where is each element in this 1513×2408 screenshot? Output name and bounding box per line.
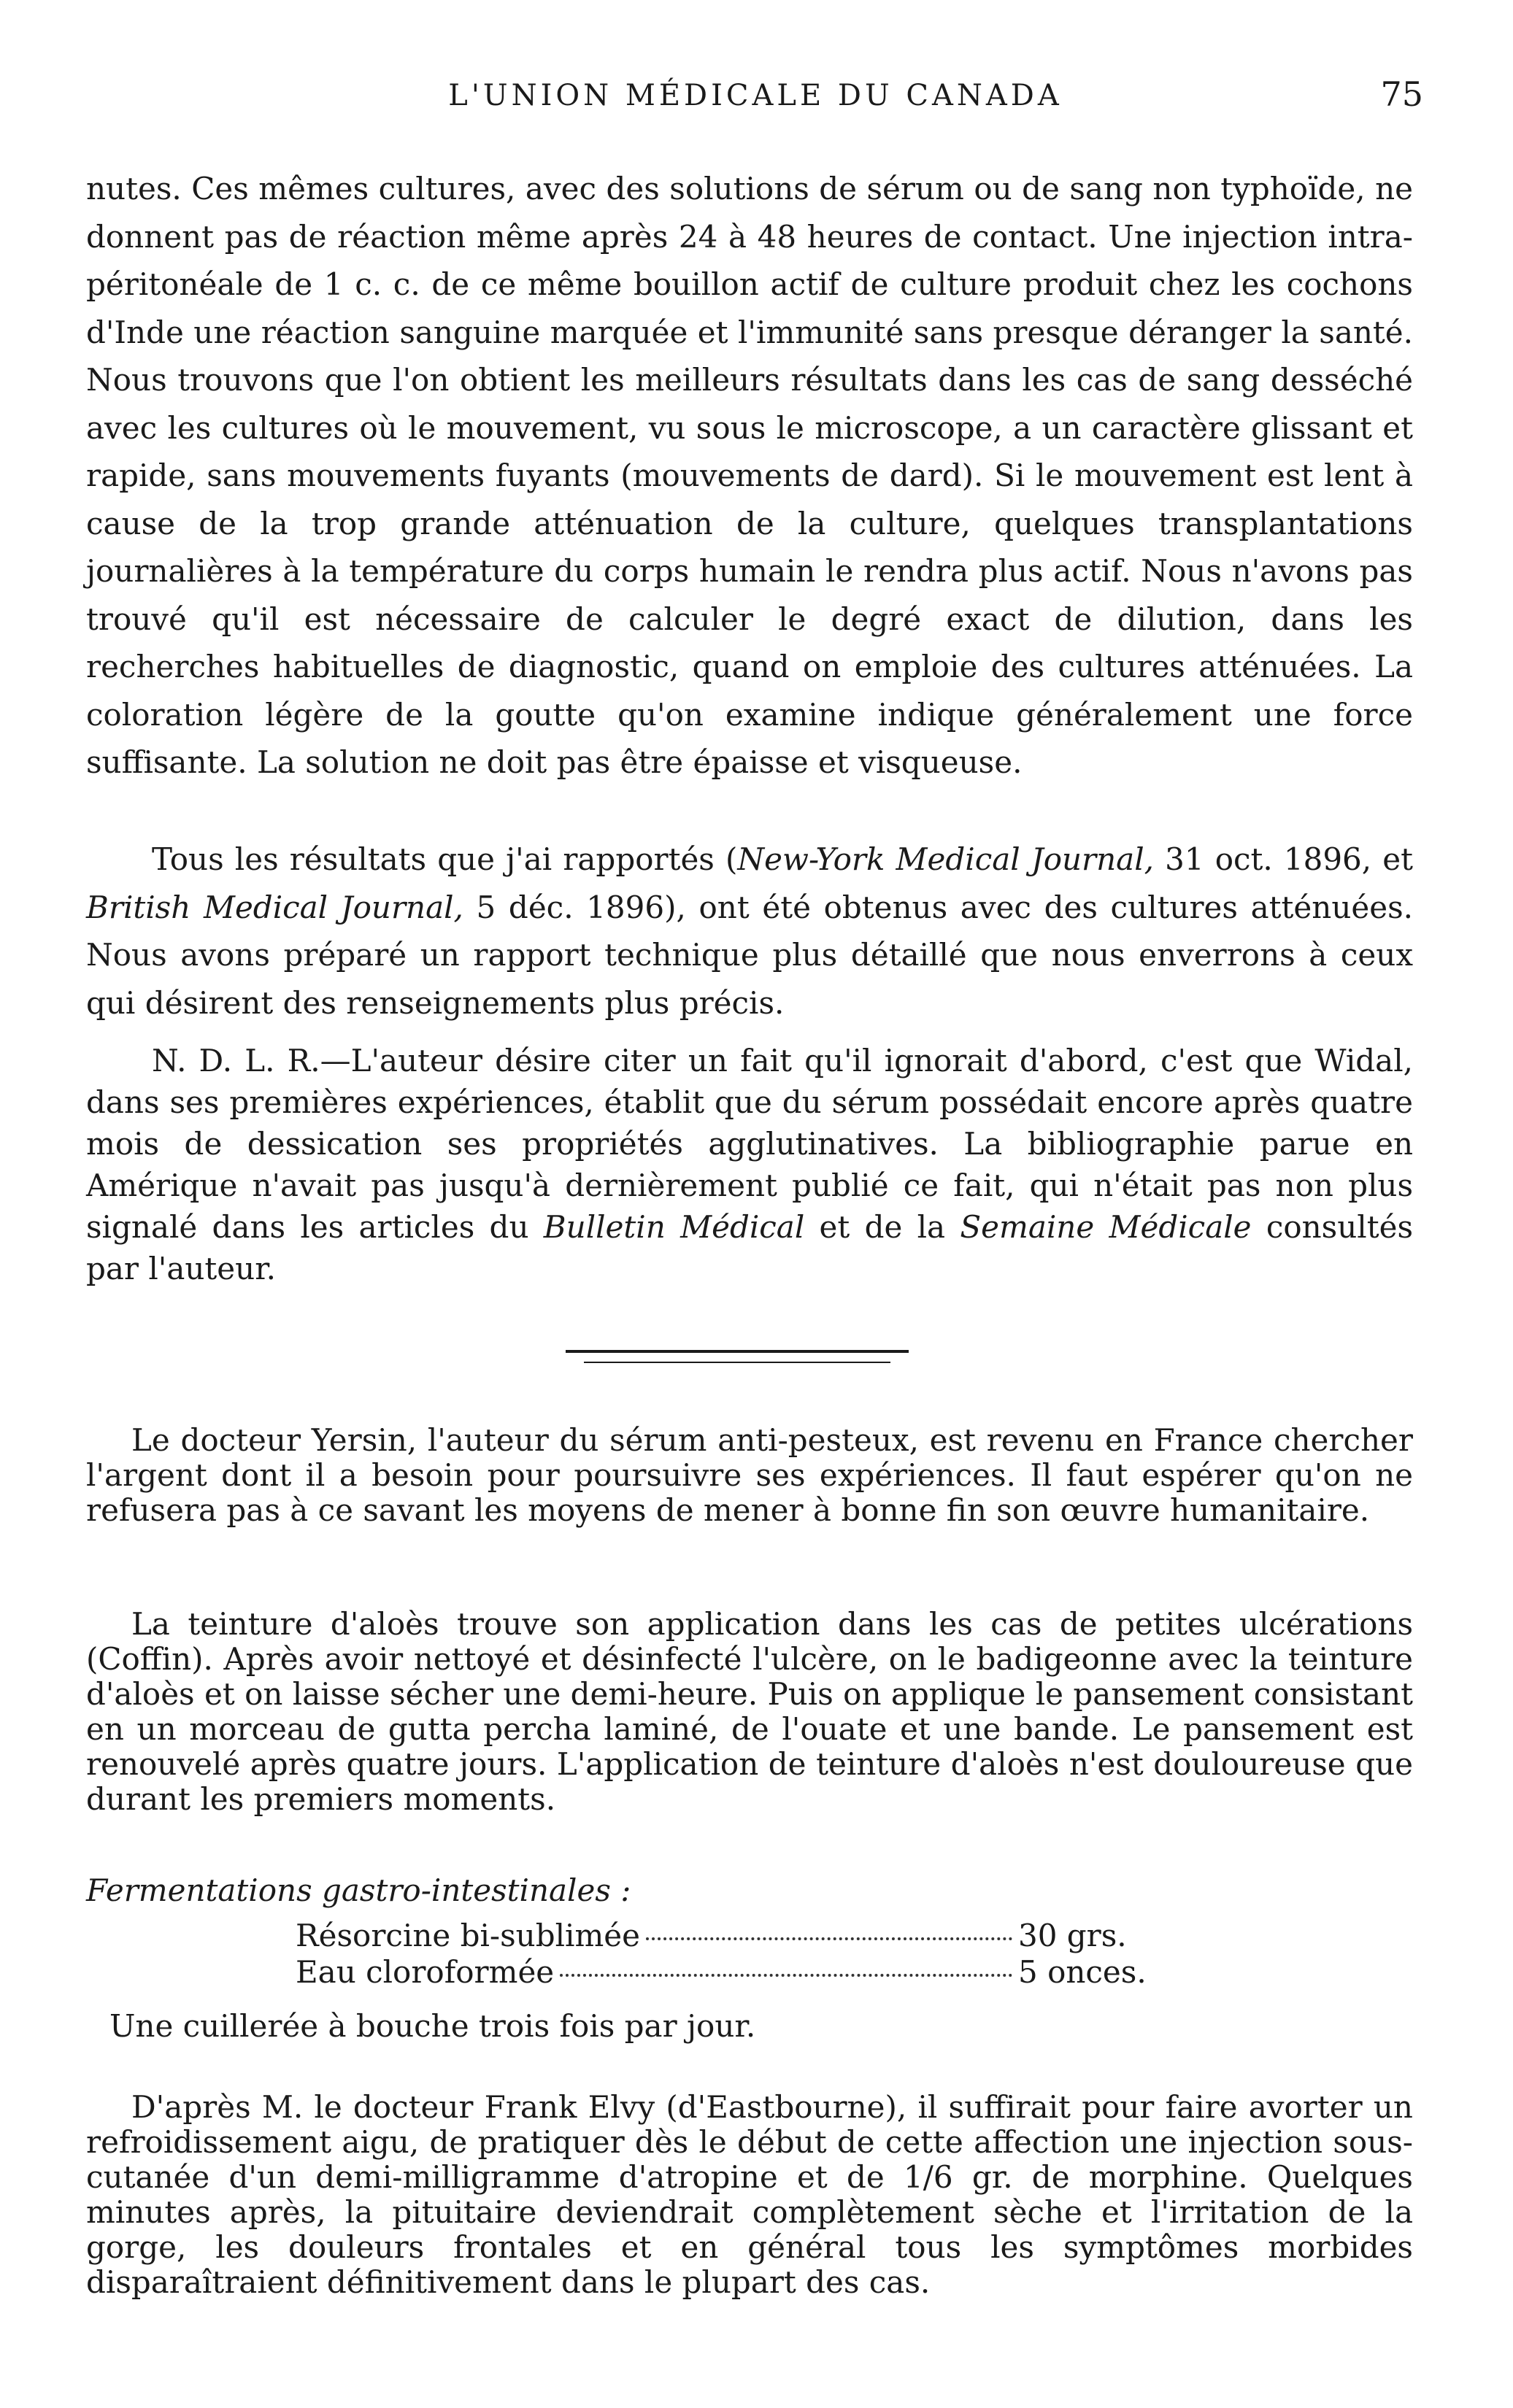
editor-note-paragraph bbox=[86, 1040, 1413, 1289]
article-paragraph-2 bbox=[86, 836, 1413, 1027]
page-header bbox=[88, 74, 1423, 123]
elvy-fraction: 1/6 bbox=[904, 2159, 953, 2195]
prescription-ingredient: Résorcine bi-sublimée bbox=[296, 1918, 641, 1953]
aloes-note: La teinture d'aloès trouve son application dans les cas de petites ulcérations (Coffin). Après avoir nettoyé et désinfecté l'ulcère, on le badigeonne avec la teinture d'aloès et on laisse sécher une demi-heure. Puis on applique le pansement consistant en un morceau de gutta percha laminé, de l'ouate et une bande. Le pansement est renouvelé après quatre jours. L'application de teinture d'aloès n'est douloureuse que durant les premiers moments. bbox=[86, 1606, 1413, 1817]
running-title: L'UNION MÉDICALE DU CANADA bbox=[448, 79, 1063, 112]
prescription-ingredient: Eau cloroformée bbox=[296, 1954, 555, 1990]
elvy-text-b: gr. de morphine. Quelques minutes après, la pituitaire deviendrait complètement sèche et l'irritation de la gorge, les douleurs frontales et en général tous les symptômes morbides disparaîtraient définitivement dans le plupart des cas. bbox=[86, 2159, 1413, 2300]
fermentations-heading: Fermentations gastro-intestinales : bbox=[86, 1872, 631, 1908]
p3-text-c: consultés par l'auteur. bbox=[86, 1209, 1413, 1286]
p3-text-a: N. D. L. R.—L'auteur désire citer un fait qu'il ignorait d'abord, c'est que Widal, dans ses premières expériences, établit que du sérum possédait encore après quatre mois de dessication ses propriétés agglutinatives. La bibliographie parue en Amérique n'avait pas jusqu'à dernièrement publié ce fait, qui n'était pas non plus signalé dans les articles du bbox=[86, 1043, 1413, 1245]
section-divider-thin bbox=[584, 1362, 890, 1363]
p3-text-b: et de la bbox=[804, 1209, 960, 1245]
section-divider bbox=[566, 1350, 909, 1353]
p2-journal-1: New-York Medical Journal, bbox=[737, 841, 1154, 877]
p3-semaine: Semaine Médicale bbox=[960, 1209, 1252, 1245]
p2-text-b: 31 oct. 1896, et bbox=[1153, 841, 1413, 877]
prescription-quantity: 5 onces. bbox=[1018, 1954, 1147, 1990]
dosage-instruction: Une cuillerée à bouche trois fois par jour. bbox=[109, 2008, 756, 2044]
p2-journal-2: British Medical Journal, bbox=[86, 889, 463, 925]
elvy-text-a: D'après M. le docteur Frank Elvy (d'Eastbourne), il suffirait pour faire avorter un refroidissement aigu, de pratiquer dès le début de cette affection une injection sous-cutanée d'un demi-milligramme d'atropine et de bbox=[86, 2089, 1413, 2195]
yersin-note: Le docteur Yersin, l'auteur du sérum anti-pesteux, est revenu en France chercher l'argent dont il a besoin pour poursuivre ses expériences. Il faut espérer qu'on ne refusera pas à ce savant les moyens de mener à bonne fin son œuvre humanitaire. bbox=[86, 1422, 1413, 1528]
page-number: 75 bbox=[1380, 74, 1423, 114]
prescription-row bbox=[296, 1918, 1164, 1954]
p2-text-a: Tous les résultats que j'ai rapportés ( bbox=[152, 841, 738, 877]
leader-dots bbox=[560, 1974, 1012, 1977]
leader-dots bbox=[646, 1937, 1012, 1940]
p3-bulletin: Bulletin Médical bbox=[543, 1209, 805, 1245]
article-paragraph-1: nutes. Ces mêmes cultures, avec des solutions de sérum ou de sang non typhoïde, ne donnent pas de réaction même après 24 à 48 heures de contact. Une injection intra-péritonéale de 1 c. c. de ce même bouillon actif de culture produit chez les cochons d'Inde une réaction sanguine marquée et l'immunité sans presque déranger la santé. Nous trouvons que l'on obtient les meilleurs résultats dans les cas de sang desséché avec les cultures où le mouvement, vu sous le microscope, a un caractère glissant et rapide, sans mouvements fuyants (mouvements de dard). Si le mouvement est lent à cause de la trop grande atténuation de la culture, quelques transplantations journalières à la température du corps humain le rendra plus actif. Nous n'avons pas trouvé qu'il est nécessaire de calculer le degré exact de dilution, dans les recherches habituelles de diagnostic, quand on emploie des cultures atténuées. La coloration légère de la goutte qu'on examine indique généralement une force suffisante. La solution ne doit pas être épaisse et visqueuse. bbox=[86, 171, 1413, 780]
prescription-quantity: 30 grs. bbox=[1018, 1918, 1127, 1953]
elvy-note bbox=[86, 2090, 1413, 2300]
prescription-row bbox=[296, 1954, 1164, 1991]
p2-text-c: 5 déc. 1896), ont été obtenus avec des cultures atténuées. Nous avons préparé un rapport technique plus détaillé que nous enverrons à ceux qui désirent des renseignements plus précis. bbox=[86, 889, 1413, 1021]
